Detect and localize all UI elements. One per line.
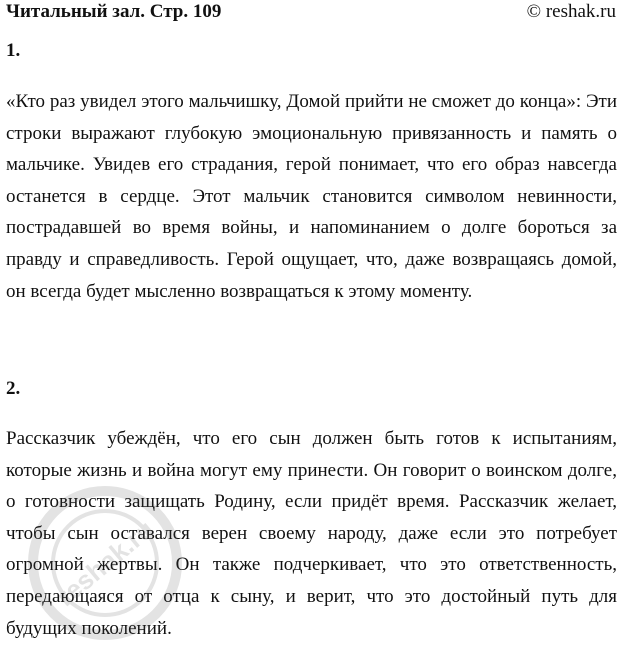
section-number-1: 1. [6, 40, 21, 61]
section-text-2: Рассказчик убеждён, что его сын должен быть готов к испытаниям, которые жизнь и война могут ему принести. Он говорит о воинском долге, о готовности защищать Родину, если придёт время. Рассказчик желает, чтобы сын оставался верен своему народу, даже если это потребует огромной жертвы. Он также подчеркивает, что это ответственность, передающаяся от отца к сыну, и верит, что это достойный путь для будущих поколений. [6, 428, 617, 639]
section-text-1: «Кто раз увидел этого мальчишку, Домой прийти не сможет до конца»: Эти строки выражают глубокую эмоциональную привязанность и память о мальчике. Увидев его страдания, герой понимает, что его образ навсегда останется в сердце. Этот мальчик становится символом невинности, пострадавшей во время войны, и напоминанием о долге бороться за правду и справедливость. Герой ощущает, что, даже возвращаясь домой, он всегда будет мысленно возвращаться к этому моменту. [6, 91, 617, 302]
page-title: Читальный зал. Стр. 109 [6, 1, 222, 22]
page-header [6, 0, 616, 24]
copyright-notice: © reshak.ru [526, 1, 616, 22]
section-number-2: 2. [6, 378, 21, 399]
watermark-text: reshak.ru [50, 513, 160, 613]
